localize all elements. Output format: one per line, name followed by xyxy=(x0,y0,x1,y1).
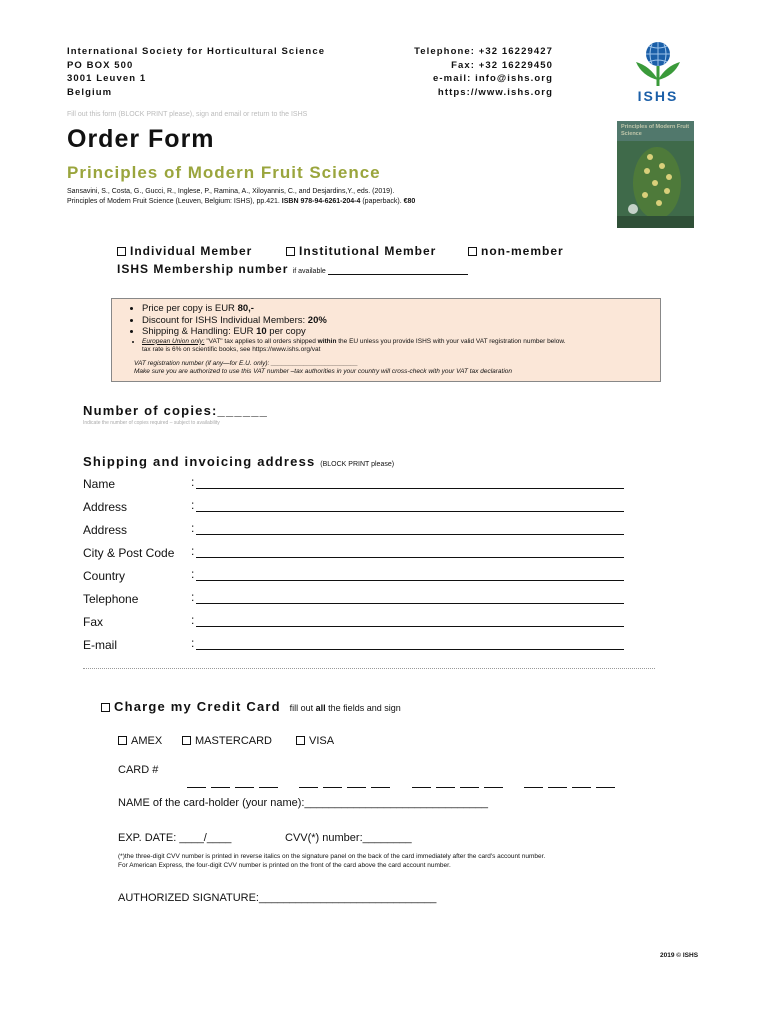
ishs-logo xyxy=(628,36,688,106)
citation-price: €80 xyxy=(403,198,416,205)
vat-item xyxy=(142,338,660,354)
org-country: Belgium xyxy=(67,86,113,98)
pricing-box xyxy=(111,298,661,382)
authorized-signature[interactable]: AUTHORIZED SIGNATURE:_____________________________ xyxy=(118,892,437,904)
org-box: PO BOX 500 xyxy=(67,59,134,71)
vat-within: within xyxy=(317,337,337,345)
vat-rate: tax rate is 6% on scientific books, see https://www.ishs.org/vat xyxy=(142,345,321,353)
field-name: Name : xyxy=(83,475,628,498)
citation-line2 xyxy=(67,197,607,207)
divider xyxy=(83,668,655,669)
field-country: Country : xyxy=(83,567,628,590)
card-holder[interactable]: NAME of the card-holder (your name):______________________________ xyxy=(118,797,488,809)
field-telephone-label: Telephone xyxy=(83,592,139,606)
discount-text: Discount for ISHS Individual Members: xyxy=(142,314,306,326)
nonmember-label: non-member xyxy=(481,244,564,258)
cvv-notes xyxy=(118,853,658,870)
shipping-heading-text: Shipping and invoicing address xyxy=(83,454,316,469)
field-name-label: Name xyxy=(83,477,116,491)
visa-label: VISA xyxy=(309,735,335,747)
institutional-checkbox[interactable] xyxy=(286,247,295,256)
shipping-text: Shipping & Handling: EUR xyxy=(142,326,254,337)
vat-text-b: the EU unless you provide ISHS with your valid VAT registration number below. xyxy=(338,337,566,345)
card-mastercard[interactable] xyxy=(182,735,272,747)
citation-text: Principles of Modern Fruit Science (Leuven, Belgium: ISHS), pp.421. xyxy=(67,198,280,205)
visa-checkbox[interactable] xyxy=(296,736,305,745)
credit-hint-all: all xyxy=(315,703,326,713)
cvv-number[interactable]: CVV(*) number:________ xyxy=(285,832,412,844)
card-amex[interactable] xyxy=(118,735,162,747)
credit-heading xyxy=(101,699,401,714)
org-web: https://www.ishs.org xyxy=(437,86,553,98)
exp-date[interactable]: EXP. DATE: ____/____ xyxy=(118,832,232,844)
field-address-2-label: Address xyxy=(83,523,128,537)
field-email: E-mail : xyxy=(83,636,628,659)
member-institutional[interactable] xyxy=(286,244,436,258)
shipping-tail: per copy xyxy=(269,326,306,337)
card-visa[interactable] xyxy=(296,735,334,747)
org-name: International Society for Horticultural Science xyxy=(67,46,326,57)
instruction-note: Fill out this form (BLOCK PRINT please), sign and email or return to the ISHS xyxy=(67,111,308,118)
field-email-label: E-mail xyxy=(83,638,118,652)
citation-line1: Sansavini, S., Costa, G., Gucci, R., Inglese, P., Ramina, A., Xiloyannis, C., and Desjardins,Y., eds. (2019). xyxy=(67,188,395,195)
discount-item xyxy=(142,315,660,327)
block-print-note: (BLOCK PRINT please) xyxy=(320,461,395,468)
amex-label: AMEX xyxy=(131,735,163,747)
vat-link[interactable]: European Union only: xyxy=(142,337,205,345)
card-number-label: CARD # xyxy=(118,764,159,776)
individual-checkbox[interactable] xyxy=(117,247,126,256)
citation-tail: (paperback). xyxy=(362,198,402,205)
field-country-input[interactable] xyxy=(196,567,624,581)
field-address-1-label: Address xyxy=(83,500,128,514)
org-contact xyxy=(370,45,553,99)
credit-heading-text: Charge my Credit Card xyxy=(114,699,281,714)
org-telephone: Telephone: +32 16229427 xyxy=(414,46,553,57)
member-nonmember[interactable] xyxy=(468,244,564,258)
address-fields xyxy=(83,475,628,659)
vat-registration[interactable]: VAT registration number (if any—for E.U. only): ________________________ xyxy=(134,359,358,367)
field-address-1-input[interactable] xyxy=(196,498,624,512)
membership-number-input[interactable] xyxy=(328,261,468,275)
field-city: City & Post Code : xyxy=(83,544,628,567)
credit-hint-pre: fill out xyxy=(289,703,314,713)
if-available-label: if available xyxy=(292,268,326,275)
individual-label: Individual Member xyxy=(130,244,253,258)
field-telephone-input[interactable] xyxy=(196,590,624,604)
copies-hint: Indicate the number of copies required – subject to availability xyxy=(83,420,220,426)
citation xyxy=(67,187,607,207)
page-title: Order Form xyxy=(67,125,215,153)
footer-copyright: 2019 © ISHS xyxy=(660,952,699,959)
field-address-2: Address : xyxy=(83,521,628,544)
mastercard-checkbox[interactable] xyxy=(182,736,191,745)
logo-text: ISHS xyxy=(637,88,679,104)
cvv-note-2: For American Express, the four-digit CVV number is printed on the front of the card above the card account number. xyxy=(118,861,451,869)
field-city-label: City & Post Code xyxy=(83,546,175,560)
field-name-input[interactable] xyxy=(196,475,624,489)
field-address-1: Address : xyxy=(83,498,628,521)
charge-card-checkbox[interactable] xyxy=(101,703,110,712)
org-address xyxy=(67,45,325,99)
shipping-item xyxy=(142,326,660,338)
field-fax-input[interactable] xyxy=(196,613,624,627)
citation-isbn: ISBN 978-94-6261-204-4 xyxy=(281,198,361,205)
discount-value: 20% xyxy=(307,314,327,326)
vat-warning: Make sure you are authorized to use this VAT number –tax authorities in your country will cross-check with your VAT tax declaration xyxy=(134,368,513,375)
field-email-input[interactable] xyxy=(196,636,624,650)
card-number-input[interactable] xyxy=(187,775,647,793)
field-city-input[interactable] xyxy=(196,544,624,558)
field-country-label: Country xyxy=(83,569,126,583)
price-value: 80,- xyxy=(237,303,254,314)
price-item xyxy=(142,303,660,315)
pricing-list xyxy=(112,303,660,354)
cover-title: Principles of Modern Fruit Science xyxy=(621,124,690,137)
institutional-label: Institutional Member xyxy=(299,244,437,258)
mastercard-label: MASTERCARD xyxy=(195,735,273,747)
book-cover xyxy=(617,121,694,228)
shipping-heading xyxy=(83,454,394,469)
price-text: Price per copy is EUR xyxy=(142,303,235,314)
credit-hint xyxy=(290,703,401,713)
copies-label[interactable]: Number of copies:______ xyxy=(83,403,269,418)
field-fax: Fax : xyxy=(83,613,628,636)
vat-text-a: "VAT" tax applies to all orders shipped xyxy=(206,337,316,345)
member-individual[interactable] xyxy=(117,244,252,258)
field-telephone: Telephone : xyxy=(83,590,628,613)
membership-number-row xyxy=(117,262,326,276)
cvv-note-1: (*)the three-digit CVV number is printed in reverse italics on the signature panel on the back of the card immediately after the card's account number. xyxy=(118,853,546,860)
shipping-value: 10 xyxy=(256,326,267,337)
field-address-2-input[interactable] xyxy=(196,521,624,535)
field-fax-label: Fax xyxy=(83,615,104,629)
book-title: Principles of Modern Fruit Science xyxy=(67,163,381,182)
amex-checkbox[interactable] xyxy=(118,736,127,745)
membership-number-label: ISHS Membership number xyxy=(117,262,289,276)
vat-notes xyxy=(134,360,660,377)
org-email: e-mail: info@ishs.org xyxy=(433,73,553,84)
fruit-tree-image xyxy=(617,121,694,228)
nonmember-checkbox[interactable] xyxy=(468,247,477,256)
org-city: 3001 Leuven 1 xyxy=(67,73,147,84)
credit-hint-post: the fields and sign xyxy=(328,703,401,713)
org-fax: Fax: +32 16229450 xyxy=(451,59,553,71)
